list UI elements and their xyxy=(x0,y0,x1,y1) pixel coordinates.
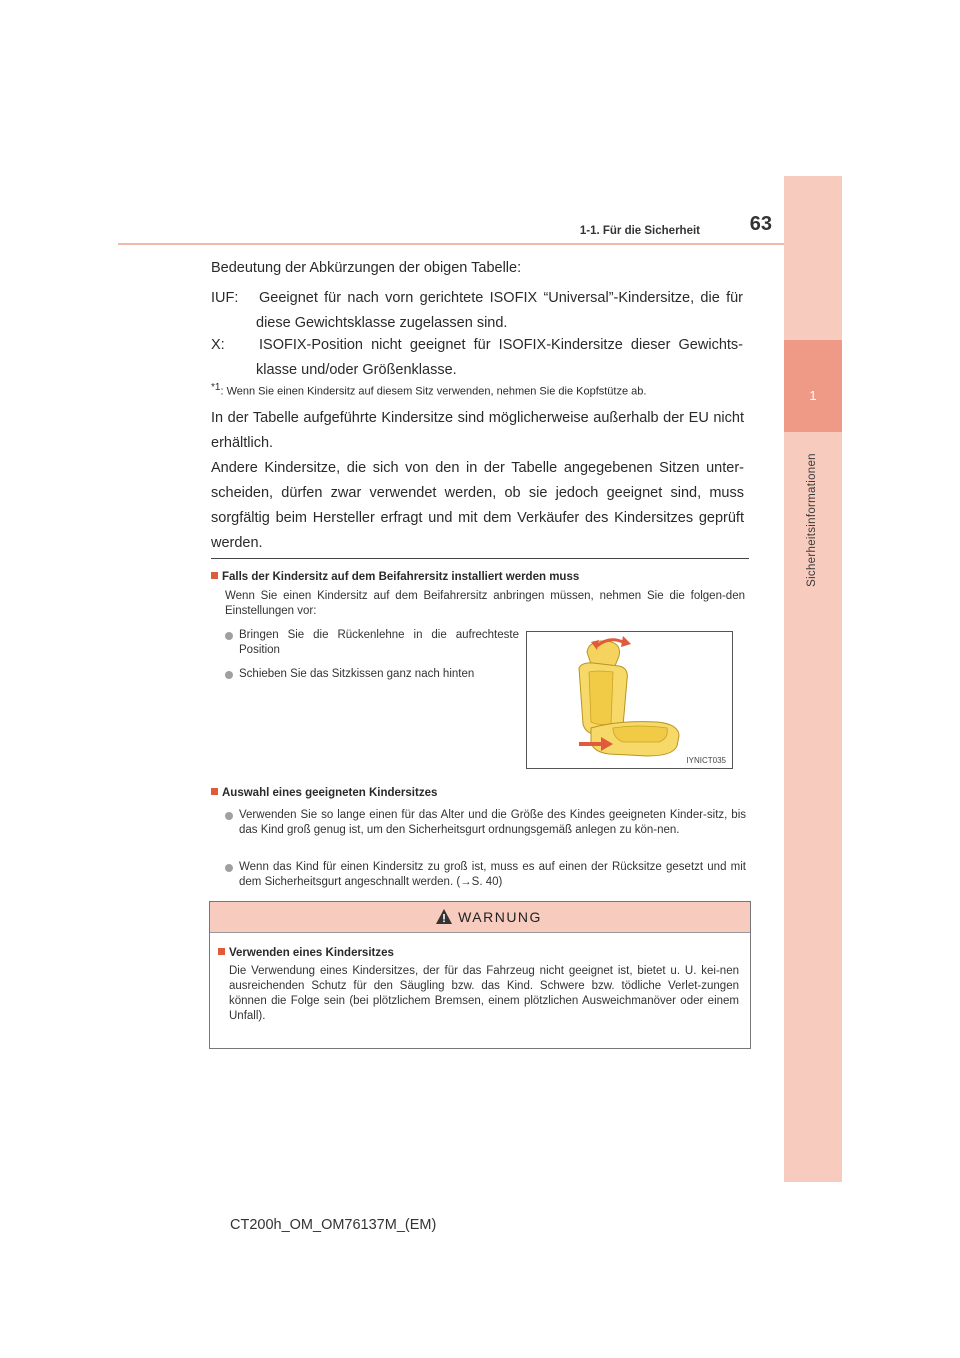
dot-bullet-icon xyxy=(225,864,233,872)
list-item xyxy=(239,628,519,658)
list-item xyxy=(239,808,746,838)
square-bullet-icon xyxy=(218,948,225,955)
seat-illustration xyxy=(526,631,733,769)
definition-key-x: X: xyxy=(211,337,225,353)
header-rule xyxy=(118,243,784,245)
footnote xyxy=(211,382,646,398)
warning-heading xyxy=(218,947,394,959)
paragraph-other-seats: Andere Kindersitze, die sich von den in der Tabelle angegebenen Sitzen unter-scheiden, dürfen zwar verwendet werden, ob sie jedoch geeignet sind, muss sorgfältig beim Hersteller erfragt und mit dem Verkäufer des Kindersitzes geprüft werden. xyxy=(211,460,744,551)
definition-text-x: ISOFIX-Position nicht geeignet für ISOFIX-Kindersitze dieser Gewichts-klasse und/oder Größenklasse. xyxy=(256,337,743,378)
footer-code: CT200h_OM_OM76137M_(EM) xyxy=(230,1217,437,1233)
dot-bullet-icon xyxy=(225,812,233,820)
definition-key-iuf: IUF: xyxy=(211,290,239,306)
passenger-section-heading-text: Falls der Kindersitz auf dem Beifahrersitz installiert werden muss xyxy=(222,571,580,583)
warning-title-text: WARNUNG xyxy=(458,909,542,925)
section-divider xyxy=(211,558,749,559)
square-bullet-icon xyxy=(211,572,218,579)
page-number: 63 xyxy=(749,213,772,235)
section-title: 1-1. Für die Sicherheit xyxy=(579,225,700,237)
list-item-text: Verwenden Sie so lange einen für das Alter und die Größe des Kindes geeigneten Kinder-sitz, bis das Kind groß genug ist, um den Sicherheitsgurt ordnungsgemäß anlegen zu kön-nen. xyxy=(239,809,746,836)
warning-heading-text: Verwenden eines Kindersitzes xyxy=(229,947,394,959)
footnote-mark: *1 xyxy=(211,382,221,393)
passenger-section-heading xyxy=(211,571,579,583)
list-item-text: Bringen Sie die Rückenlehne in die aufrechteste Position xyxy=(239,629,519,656)
chapter-number: 1 xyxy=(809,388,817,403)
list-item xyxy=(239,667,519,682)
chapter-tab[interactable] xyxy=(784,340,842,432)
list-item-text: Wenn das Kind für einen Kindersitz zu groß ist, muss es auf einen der Rücksitze gesetzt und mit dem Sicherheitsgurt angeschnallt werden. (→S. 40) xyxy=(239,861,746,888)
definition-text-iuf: Geeignet für nach vorn gerichtete ISOFIX “Universal”-Kindersitze, die für diese Gewichtsklasse zugelassen sind. xyxy=(256,290,743,331)
warning-box xyxy=(209,901,751,1049)
choice-section-heading xyxy=(211,787,437,799)
footnote-text: : Wenn Sie einen Kindersitz auf diesem Sitz verwenden, nehmen Sie die Kopfstütze ab. xyxy=(220,385,647,398)
intro-text: Bedeutung der Abkürzungen der obigen Tabelle: xyxy=(211,260,522,276)
list-item-text: Schieben Sie das Sitzkissen ganz nach hinten xyxy=(239,668,475,680)
warning-title xyxy=(210,909,750,925)
dot-bullet-icon xyxy=(225,671,233,679)
dot-bullet-icon xyxy=(225,632,233,640)
paragraph-availability: In der Tabelle aufgeführte Kindersitze sind möglicherweise außerhalb der EU nicht erhältlich. xyxy=(211,410,744,451)
passenger-section-text: Wenn Sie einen Kindersitz auf dem Beifahrersitz anbringen müssen, nehmen Sie die folgen-den Einstellungen vor: xyxy=(225,590,745,617)
side-bar xyxy=(784,176,842,1182)
choice-section-heading-text: Auswahl eines geeigneten Kindersitzes xyxy=(222,787,438,799)
list-item xyxy=(239,860,746,890)
warning-text: Die Verwendung eines Kindersitzes, der für das Fahrzeug nicht geeignet ist, bietet u. U. kei-nen ausreichenden Schutz für den Säugling bzw. das Kind. Schwere bzw. tödliche Verlet-zungen können die Folge sein (bei plötzlichem Bremsen, einem plötzlichen Ausweichmanöver oder einem Unfall). xyxy=(229,965,739,1022)
chapter-label: Sicherheitsinformationen xyxy=(806,453,818,587)
square-bullet-icon xyxy=(211,788,218,795)
image-code: IYNICT035 xyxy=(686,756,726,765)
warning-header xyxy=(210,902,750,933)
seat-icon xyxy=(527,632,732,768)
